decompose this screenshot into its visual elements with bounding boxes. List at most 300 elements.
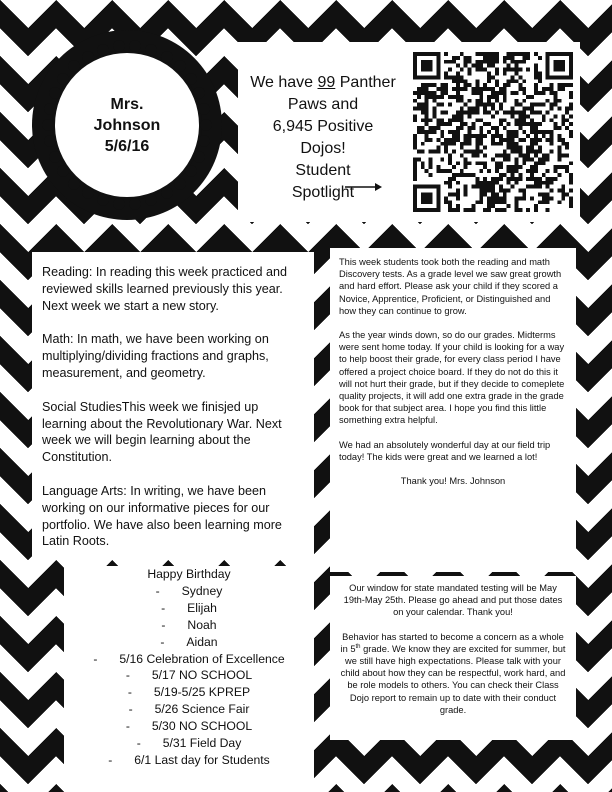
qr-module [511, 169, 515, 173]
qr-module [425, 134, 429, 138]
qr-module [511, 150, 515, 154]
qr-module [569, 181, 573, 185]
discovery-paragraph: This week students took both the reading and math Discovery tests. As a grade level we saw great growth and hard effort. Please ask your child if they scored a Novice, Apprentice, Proficient, or Distinguished and how they can continue to grow. [339, 257, 562, 316]
qr-module [534, 87, 538, 91]
events-list [64, 651, 314, 769]
qr-module [534, 103, 538, 107]
qr-module [495, 52, 499, 56]
qr-module [436, 138, 440, 142]
qr-module [483, 52, 487, 56]
qr-module [464, 87, 468, 91]
qr-module [491, 138, 495, 142]
qr-module [491, 181, 495, 185]
qr-module [475, 181, 479, 185]
teacher-badge [32, 30, 222, 220]
qr-module [518, 208, 522, 212]
qr-module [546, 200, 550, 204]
qr-module [440, 142, 444, 146]
qr-module [421, 118, 425, 122]
qr-module [436, 165, 440, 169]
qr-module [425, 107, 429, 111]
qr-module [507, 165, 511, 169]
qr-module [456, 189, 460, 193]
scallop-dot [68, 178, 80, 190]
qr-module [456, 56, 460, 60]
qr-module [534, 126, 538, 130]
qr-module [569, 114, 573, 118]
qr-module [534, 181, 538, 185]
qr-module [511, 56, 515, 60]
qr-module [507, 169, 511, 173]
qr-module [429, 95, 433, 99]
qr-module [491, 107, 495, 111]
qr-module [514, 91, 518, 95]
qr-module [534, 68, 538, 72]
qr-module [518, 146, 522, 150]
qr-module [538, 177, 542, 181]
qr-module [530, 118, 534, 122]
qr-module [511, 134, 515, 138]
qr-module [425, 138, 429, 142]
qr-module [483, 161, 487, 165]
qr-module [538, 150, 542, 154]
qr-module [546, 99, 550, 103]
qr-module [440, 83, 444, 87]
qr-module [479, 95, 483, 99]
qr-module [491, 142, 495, 146]
teacher-title: Mrs. [110, 95, 144, 113]
qr-module [530, 142, 534, 146]
qr-module [550, 130, 554, 134]
qr-module [522, 107, 526, 111]
qr-module [464, 134, 468, 138]
qr-module [499, 107, 503, 111]
scallop-dot [185, 165, 197, 177]
qr-module [550, 107, 554, 111]
qr-module [483, 111, 487, 115]
panther-paws-line: We have 99 Panther [250, 74, 396, 91]
qr-module [456, 111, 460, 115]
qr-module [491, 91, 495, 95]
qr-module [464, 122, 468, 126]
scallop-dot [113, 198, 125, 210]
qr-module [479, 52, 483, 56]
qr-module [553, 165, 557, 169]
qr-module [557, 87, 561, 91]
qr-module [413, 173, 417, 177]
qr-module [546, 177, 550, 181]
qr-module [550, 181, 554, 185]
qr-module [546, 192, 550, 196]
qr-module [425, 83, 429, 87]
qr-module [448, 169, 452, 173]
qr-module [499, 200, 503, 204]
qr-module [503, 83, 507, 87]
qr-module [507, 204, 511, 208]
qr-module [425, 118, 429, 122]
qr-module [550, 118, 554, 122]
qr-module [487, 60, 491, 64]
qr-module [421, 107, 425, 111]
qr-module [452, 118, 456, 122]
qr-module [452, 87, 456, 91]
qr-module [522, 114, 526, 118]
qr-module [507, 138, 511, 142]
qr-module [448, 118, 452, 122]
qr-module [530, 165, 534, 169]
qr-module [514, 204, 518, 208]
qr-module [487, 99, 491, 103]
qr-module [561, 122, 565, 126]
qr-module [448, 103, 452, 107]
qr-module [526, 107, 530, 111]
qr-module [460, 79, 464, 83]
qr-module [429, 118, 433, 122]
qr-module [542, 161, 546, 165]
qr-module [507, 189, 511, 193]
qr-code[interactable] [413, 52, 573, 212]
qr-module [546, 185, 550, 189]
qr-module [526, 169, 530, 173]
qr-module [479, 181, 483, 185]
qr-module [483, 134, 487, 138]
qr-module [417, 130, 421, 134]
qr-module [472, 204, 476, 208]
qr-module [460, 95, 464, 99]
qr-module [507, 142, 511, 146]
qr-module [499, 118, 503, 122]
qr-module [487, 87, 491, 91]
qr-module [514, 99, 518, 103]
qr-module [448, 68, 452, 72]
qr-module [565, 169, 569, 173]
qr-module [565, 118, 569, 122]
qr-module [440, 130, 444, 134]
qr-module [546, 157, 550, 161]
qr-module [565, 107, 569, 111]
qr-module [475, 150, 479, 154]
qr-module [483, 208, 487, 212]
qr-module [472, 87, 476, 91]
qr-module [425, 103, 429, 107]
qr-module [530, 122, 534, 126]
qr-module [487, 56, 491, 60]
qr-module [475, 79, 479, 83]
qr-module [530, 173, 534, 177]
qr-module [534, 185, 538, 189]
qr-module [530, 177, 534, 181]
qr-module [522, 122, 526, 126]
qr-module [487, 185, 491, 189]
qr-module [511, 107, 515, 111]
language-arts-paragraph: Language Arts: In writing, we have been working on our informative pieces for our portfolio. We have also been learning more Latin Roots. [42, 483, 282, 549]
qr-module [557, 138, 561, 142]
scallop-dot [174, 178, 186, 190]
qr-module [553, 177, 557, 181]
qr-module [553, 122, 557, 126]
qr-module [534, 134, 538, 138]
qr-module [534, 165, 538, 169]
qr-module [421, 87, 425, 91]
qr-module [475, 64, 479, 68]
qr-module [475, 68, 479, 72]
qr-module [534, 177, 538, 181]
qr-module [436, 95, 440, 99]
qr-module [553, 99, 557, 103]
qr-module [542, 196, 546, 200]
qr-module [491, 196, 495, 200]
qr-module [503, 60, 507, 64]
qr-module [534, 91, 538, 95]
qr-module [491, 103, 495, 107]
scallop-dot [193, 87, 205, 99]
qr-module [518, 138, 522, 142]
qr-module [518, 150, 522, 154]
qr-module [530, 157, 534, 161]
spotlight-header [238, 42, 580, 222]
qr-module [479, 169, 483, 173]
qr-module [495, 134, 499, 138]
qr-module [421, 142, 425, 146]
qr-module [452, 150, 456, 154]
qr-module [499, 185, 503, 189]
qr-module [569, 204, 573, 208]
qr-module [534, 204, 538, 208]
qr-module [483, 122, 487, 126]
qr-module [495, 126, 499, 130]
qr-module [487, 103, 491, 107]
field-trip-paragraph: We had an absolutely wonderful day at our field trip today! The kids were great and we learned a lot! [339, 439, 551, 462]
qr-module [413, 134, 417, 138]
qr-module [495, 165, 499, 169]
qr-module [479, 87, 483, 91]
qr-module [514, 169, 518, 173]
qr-module [413, 118, 417, 122]
qr-module [456, 138, 460, 142]
qr-module [495, 153, 499, 157]
qr-module [475, 87, 479, 91]
qr-module [503, 68, 507, 72]
qr-module [440, 169, 444, 173]
qr-module [479, 142, 483, 146]
qr-module [491, 134, 495, 138]
qr-module [440, 118, 444, 122]
qr-module [514, 103, 518, 107]
qr-module [483, 189, 487, 193]
qr-module [503, 138, 507, 142]
testing-panel [330, 576, 576, 740]
qr-module [569, 196, 573, 200]
qr-module [511, 165, 515, 169]
qr-module [495, 181, 499, 185]
qr-module [475, 153, 479, 157]
qr-module [436, 118, 440, 122]
qr-module [569, 134, 573, 138]
qr-module [456, 79, 460, 83]
qr-module [514, 142, 518, 146]
qr-module [550, 87, 554, 91]
qr-module [530, 111, 534, 115]
qr-module [499, 138, 503, 142]
qr-module [557, 126, 561, 130]
qr-module [569, 189, 573, 193]
qr-module [483, 181, 487, 185]
qr-module [448, 95, 452, 99]
qr-module [448, 138, 452, 142]
qr-module [460, 142, 464, 146]
qr-module [499, 134, 503, 138]
qr-module [483, 185, 487, 189]
qr-module [538, 91, 542, 95]
qr-module [553, 126, 557, 130]
qr-module [452, 177, 456, 181]
qr-module [479, 138, 483, 142]
qr-module [479, 118, 483, 122]
qr-module [550, 177, 554, 181]
qr-module [503, 87, 507, 91]
qr-module [538, 146, 542, 150]
qr-module [546, 130, 550, 134]
qr-module [569, 91, 573, 95]
qr-module [436, 103, 440, 107]
qr-module [499, 153, 503, 157]
scallop-dot [200, 119, 212, 131]
qr-module [421, 111, 425, 115]
qr-module [448, 153, 452, 157]
qr-module [507, 52, 511, 56]
qr-module [472, 134, 476, 138]
qr-module [511, 130, 515, 134]
qr-module [511, 146, 515, 150]
qr-module [448, 122, 452, 126]
qr-module [550, 150, 554, 154]
qr-module [542, 173, 546, 177]
qr-module [456, 130, 460, 134]
qr-module [569, 107, 573, 111]
qr-module [491, 126, 495, 130]
qr-module [491, 87, 495, 91]
qr-module [487, 122, 491, 126]
scallop-dot [57, 165, 69, 177]
qr-module [518, 118, 522, 122]
qr-module [534, 52, 538, 56]
qr-module [464, 157, 468, 161]
qr-module [491, 177, 495, 181]
qr-module [518, 196, 522, 200]
qr-module [475, 138, 479, 142]
qr-module [538, 192, 542, 196]
qr-module [460, 99, 464, 103]
qr-module [538, 72, 542, 76]
qr-module [472, 153, 476, 157]
qr-module [530, 138, 534, 142]
qr-module [433, 114, 437, 118]
qr-module [538, 138, 542, 142]
qr-module [503, 118, 507, 122]
qr-module [495, 56, 499, 60]
qr-module [503, 208, 507, 212]
qr-module [483, 146, 487, 150]
qr-module [417, 91, 421, 95]
qr-module [514, 200, 518, 204]
qr-module [503, 111, 507, 115]
qr-module [503, 95, 507, 99]
qr-module [448, 204, 452, 208]
qr-module [569, 173, 573, 177]
qr-module [448, 161, 452, 165]
qr-module [495, 83, 499, 87]
qr-module [468, 173, 472, 177]
qr-module [460, 87, 464, 91]
qr-module [444, 181, 448, 185]
qr-module [518, 87, 522, 91]
qr-module [550, 103, 554, 107]
qr-module [522, 196, 526, 200]
qr-module [538, 161, 542, 165]
qr-module [534, 169, 538, 173]
qr-module [479, 99, 483, 103]
qr-module [561, 165, 565, 169]
qr-module [546, 111, 550, 115]
qr-module [483, 103, 487, 107]
qr-module [456, 208, 460, 212]
qr-module [495, 196, 499, 200]
qr-module [542, 130, 546, 134]
qr-module [440, 122, 444, 126]
qr-module [487, 181, 491, 185]
qr-module [565, 142, 569, 146]
qr-module [569, 200, 573, 204]
qr-module [538, 157, 542, 161]
qr-module [526, 150, 530, 154]
qr-module [553, 95, 557, 99]
qr-module [468, 134, 472, 138]
qr-module [425, 95, 429, 99]
qr-module [479, 185, 483, 189]
scallop-dot [129, 198, 141, 210]
qr-module [499, 165, 503, 169]
qr-module [507, 111, 511, 115]
list-item: - 5/26 Science Fair [128, 702, 250, 717]
qr-module [491, 185, 495, 189]
qr-module [530, 185, 534, 189]
qr-module [464, 64, 468, 68]
qr-module [514, 161, 518, 165]
qr-module [534, 161, 538, 165]
qr-module [503, 72, 507, 76]
qr-module [436, 87, 440, 91]
list-item: - Aidan [160, 634, 218, 649]
qr-module [468, 130, 472, 134]
qr-module [495, 142, 499, 146]
qr-module [526, 146, 530, 150]
qr-module [483, 107, 487, 111]
qr-module [534, 142, 538, 146]
qr-module [507, 79, 511, 83]
qr-module [433, 130, 437, 134]
qr-module [475, 146, 479, 150]
qr-module [557, 150, 561, 154]
qr-module [542, 91, 546, 95]
list-item: - 5/19-5/25 KPREP [127, 685, 251, 700]
qr-module [468, 83, 472, 87]
qr-module [514, 177, 518, 181]
qr-module [433, 107, 437, 111]
scallop-dot [82, 187, 94, 199]
qr-module [417, 157, 421, 161]
qr-module [444, 138, 448, 142]
scallop-dot [42, 119, 54, 131]
